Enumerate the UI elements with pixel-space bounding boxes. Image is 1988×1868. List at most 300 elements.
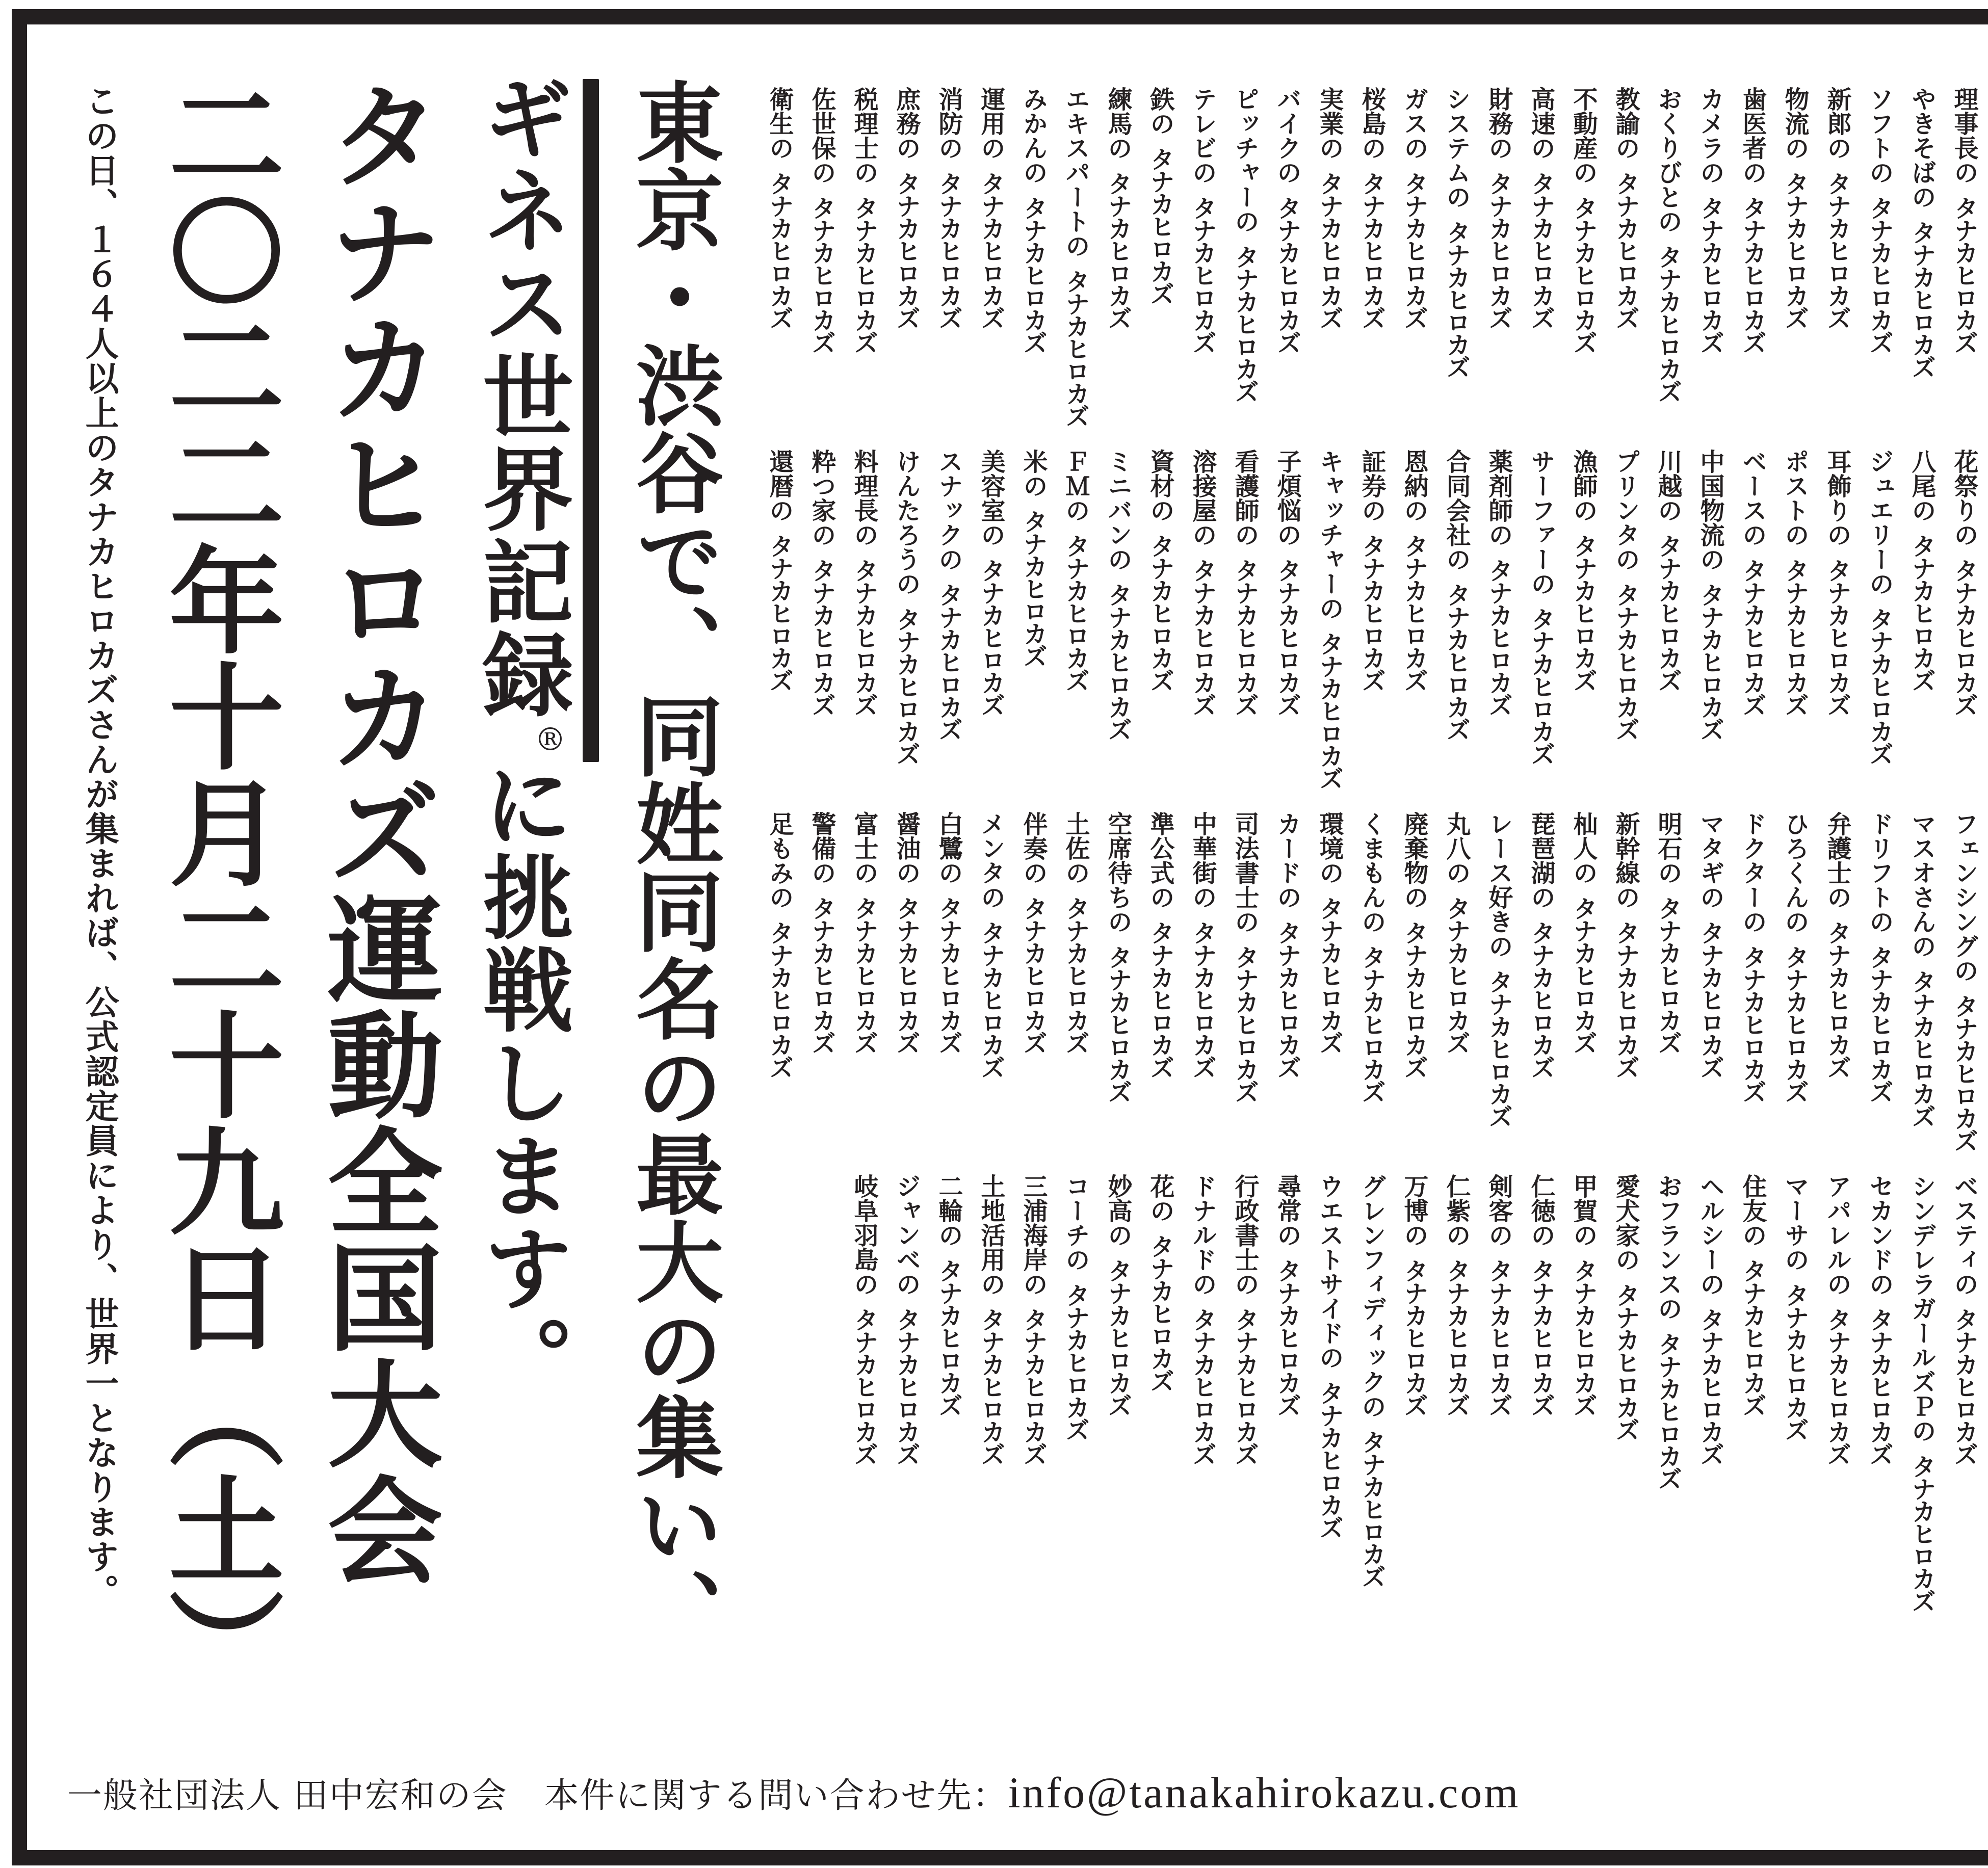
name-entry: [1393, 449, 1435, 788]
name-surname: タナカヒロカズ: [1823, 558, 1851, 715]
name-entry: [1943, 87, 1985, 426]
name-entry: [1266, 1174, 1308, 1611]
name-surname: タナカヒロカズ: [1484, 171, 1513, 328]
name-prefix: 妙高の: [1104, 1174, 1132, 1247]
name-surname: タナカヒロカズ: [1950, 558, 1978, 715]
name-surname: タナカヒロカズ: [1146, 534, 1174, 691]
name-entry: [800, 87, 843, 426]
name-entry: [1181, 87, 1223, 426]
name-prefix: カメラの: [1696, 87, 1724, 185]
name-entry: [1012, 1174, 1054, 1611]
name-surname: タナカヒロカズ: [1231, 945, 1259, 1102]
name-surname: タナカヒロカズ: [1484, 1258, 1513, 1415]
name-prefix: サーファーの: [1527, 449, 1555, 596]
name-prefix: 新郎の: [1823, 87, 1851, 160]
name-prefix: 富士の: [850, 811, 878, 885]
name-entry: [1181, 449, 1223, 788]
name-prefix: ベスティの: [1950, 1174, 1978, 1296]
name-entry: [1731, 1174, 1773, 1611]
name-entry: [1858, 87, 1900, 426]
name-entry: [758, 87, 800, 426]
name-surname: タナカヒロカズ: [1400, 1258, 1428, 1415]
name-surname: タナカヒロカズ: [1569, 896, 1598, 1053]
name-prefix: 中国物流の: [1696, 449, 1724, 571]
name-prefix: 溶接屋の: [1188, 449, 1217, 547]
name-prefix: 準公式の: [1146, 811, 1174, 909]
name-entry: [1223, 1174, 1266, 1611]
name-prefix: 行政書士の: [1231, 1174, 1259, 1296]
name-prefix: 剣客の: [1484, 1174, 1513, 1247]
name-entry: [843, 811, 885, 1151]
name-entry: [885, 1174, 927, 1611]
name-entry: [1900, 1174, 1943, 1611]
name-prefix: 琵琶湖の: [1527, 811, 1555, 909]
record-note: この日、１６４人以上のタナカヒロカズさんが集まれば、公式認定員により、世界一となります。: [80, 84, 119, 1609]
name-prefix: おくりびとの: [1654, 87, 1682, 233]
name-surname: タナカヒロカズ: [1273, 1258, 1301, 1415]
challenge-text: に挑戦します。: [467, 758, 574, 1407]
name-prefix: 薬剤師の: [1484, 449, 1513, 547]
name-entry: [1900, 811, 1943, 1151]
name-prefix: 白鷺の: [934, 811, 963, 885]
name-entry: [1773, 1174, 1816, 1611]
name-prefix: 仁紫の: [1442, 1174, 1471, 1247]
name-surname: タナカヒロカズ: [1484, 969, 1513, 1126]
name-prefix: 米の: [1019, 449, 1048, 498]
name-prefix: ベースの: [1738, 449, 1767, 547]
name-prefix: やきそばの: [1907, 87, 1936, 209]
name-prefix: エキスパートの: [1061, 87, 1090, 258]
name-surname: タナカヒロカズ: [1019, 1307, 1048, 1464]
name-entry: [1054, 811, 1096, 1151]
name-surname: タナカヒロカズ: [977, 1307, 1005, 1464]
name-prefix: ポストの: [1781, 449, 1809, 547]
name-surname: タナカヒロカズ: [1315, 632, 1344, 788]
name-prefix: 物流の: [1781, 87, 1809, 160]
name-entry: [927, 87, 970, 426]
name-surname: タナカヒロカズ: [1781, 171, 1809, 328]
name-entry: [1223, 811, 1266, 1151]
name-surname: タナカヒロカズ: [1654, 245, 1682, 402]
name-prefix: 二輪の: [934, 1174, 963, 1247]
name-prefix: セカンドの: [1865, 1174, 1894, 1296]
name-entry: [1604, 1174, 1646, 1611]
name-prefix: 理事長の: [1950, 87, 1978, 185]
name-entry: [1308, 87, 1350, 426]
name-prefix: 花の: [1146, 1174, 1174, 1223]
name-entry: [1181, 811, 1223, 1151]
name-entry: [1646, 87, 1689, 426]
name-entry: [1689, 811, 1731, 1151]
name-prefix: ピッチャーの: [1231, 87, 1259, 233]
headline-guinness-line: [467, 71, 574, 1407]
name-prefix: テレビの: [1188, 87, 1217, 185]
name-surname: タナカヒロカズ: [765, 920, 794, 1077]
name-entry: [1604, 449, 1646, 788]
name-surname: タナカヒロカズ: [1104, 171, 1132, 328]
name-surname: タナカヒロカズ: [1315, 896, 1344, 1053]
name-surname: タナカヒロカズ: [1484, 558, 1513, 715]
name-entry: [800, 811, 843, 1151]
name-surname: タナカヒロカズ: [1527, 607, 1555, 764]
name-surname: タナカヒロカズ: [892, 896, 921, 1053]
name-prefix: 美容室の: [977, 449, 1005, 547]
name-prefix: 明石の: [1654, 811, 1682, 885]
name-surname: タナカヒロカズ: [892, 171, 921, 328]
name-surname: タナカヒロカズ: [1950, 994, 1978, 1151]
name-surname: タナカヒロカズ: [1104, 583, 1132, 740]
name-surname: タナカヒロカズ: [934, 1258, 963, 1415]
name-entry: [1858, 811, 1900, 1151]
name-entry: [1096, 449, 1139, 788]
headline-location-line: 東京・渋谷で、同姓同名の最大の集い、: [621, 77, 725, 1655]
name-prefix: ドナルドの: [1188, 1174, 1217, 1296]
name-surname: タナカヒロカズ: [1781, 945, 1809, 1102]
name-surname: タナカヒロカズ: [1400, 534, 1428, 691]
name-surname: タナカヒロカズ: [1273, 196, 1301, 353]
name-entry: [1604, 811, 1646, 1151]
name-entry: [1773, 811, 1816, 1151]
name-entry: [1943, 449, 1985, 788]
name-surname: タナカヒロカズ: [1357, 1430, 1386, 1587]
name-entry: [927, 811, 970, 1151]
name-surname: タナカヒロカズ: [1273, 920, 1301, 1077]
name-entry: [1477, 1174, 1520, 1611]
name-entry: [1308, 1174, 1350, 1611]
name-prefix: 練馬の: [1104, 87, 1132, 160]
name-entry: [1816, 449, 1858, 788]
name-entry: [1393, 1174, 1435, 1611]
name-prefix: ヘルシーの: [1696, 1174, 1724, 1296]
name-entry: [1646, 449, 1689, 788]
name-surname: タナカヒロカズ: [1950, 196, 1978, 353]
name-entry: [1562, 87, 1604, 426]
name-surname: タナカヒロカズ: [1231, 245, 1259, 402]
name-prefix: レース好きの: [1484, 811, 1513, 958]
name-prefix: 万博の: [1400, 1174, 1428, 1247]
name-prefix: 足もみの: [765, 811, 794, 909]
name-entry: [970, 811, 1012, 1151]
name-surname: タナカヒロカズ: [1315, 1381, 1344, 1538]
name-entry: [1477, 87, 1520, 426]
name-surname: タナカヒロカズ: [1611, 171, 1640, 328]
name-entry: [1520, 449, 1562, 788]
name-prefix: グレンフィディックの: [1357, 1174, 1386, 1418]
name-entry: [885, 811, 927, 1151]
name-entry: [1646, 1174, 1689, 1611]
name-entry: [1393, 87, 1435, 426]
name-surname: タナカヒロカズ: [1823, 171, 1851, 328]
name-surname: タナカヒロカズ: [1146, 1234, 1174, 1391]
name-surname: タナカヒロカズ: [1738, 558, 1767, 715]
name-surname: タナカヒロカズ: [765, 534, 794, 691]
name-prefix: ＦＭの: [1061, 449, 1090, 522]
name-prefix: 運用の: [977, 87, 1005, 160]
name-entry: [1139, 811, 1181, 1151]
name-prefix: 愛犬家の: [1611, 1174, 1640, 1272]
name-entry: [970, 87, 1012, 426]
name-surname: タナカヒロカズ: [1188, 1307, 1217, 1464]
name-prefix: 空席待ちの: [1104, 811, 1132, 934]
name-entry: [970, 449, 1012, 788]
name-entry: [800, 449, 843, 788]
name-prefix: 財務の: [1484, 87, 1513, 160]
registered-mark-icon: ®: [532, 721, 569, 758]
name-prefix: キャッチャーの: [1315, 449, 1344, 620]
name-list-block-4: [843, 1174, 1985, 1611]
name-prefix: 衛生の: [765, 87, 794, 160]
name-prefix: 合同会社の: [1442, 449, 1471, 571]
name-surname: タナカヒロカズ: [892, 1307, 921, 1464]
name-entry: [1139, 87, 1181, 426]
name-prefix: フェンシングの: [1950, 811, 1978, 983]
name-surname: タナカヒロカズ: [977, 171, 1005, 328]
name-surname: タナカヒロカズ: [892, 607, 921, 764]
name-surname: タナカヒロカズ: [1357, 945, 1386, 1102]
name-prefix: 丸八の: [1442, 811, 1471, 885]
name-entry: [1308, 449, 1350, 788]
name-prefix: ドクターの: [1738, 811, 1767, 934]
name-surname: タナカヒロカズ: [1527, 1258, 1555, 1415]
name-entry: [1435, 1174, 1477, 1611]
name-surname: タナカヒロカズ: [1823, 920, 1851, 1077]
name-prefix: 住友の: [1738, 1174, 1767, 1247]
name-prefix: マタギの: [1696, 811, 1724, 909]
name-prefix: ジャンベの: [892, 1174, 921, 1296]
name-surname: タナカヒロカズ: [850, 1307, 878, 1464]
name-entry: [1858, 1174, 1900, 1611]
name-surname: タナカヒロカズ: [1400, 171, 1428, 328]
name-prefix: 桜島の: [1357, 87, 1386, 160]
name-surname: タナカヒロカズ: [1442, 1258, 1471, 1415]
name-entry: [758, 449, 800, 788]
name-prefix: けんたろうの: [892, 449, 921, 596]
name-entry: [1308, 811, 1350, 1151]
name-entry: [1520, 1174, 1562, 1611]
name-prefix: マスオさんの: [1907, 811, 1936, 958]
name-prefix: 資材の: [1146, 449, 1174, 522]
name-surname: タナカヒロカズ: [1442, 583, 1471, 740]
name-entry: [1900, 87, 1943, 426]
name-surname: タナカヒロカズ: [977, 558, 1005, 715]
name-surname: タナカヒロカズ: [807, 558, 836, 715]
name-entry: [1012, 87, 1054, 426]
footer-organization: 一般社団法人 田中宏和の会: [67, 1776, 508, 1816]
name-prefix: コーチの: [1061, 1174, 1090, 1272]
name-surname: タナカヒロカズ: [807, 896, 836, 1053]
name-surname: タナカヒロカズ: [1696, 196, 1724, 353]
name-entry: [1689, 449, 1731, 788]
name-prefix: 高速の: [1527, 87, 1555, 160]
name-prefix: アパレルの: [1823, 1174, 1851, 1296]
name-entry: [1520, 811, 1562, 1151]
name-surname: タナカヒロカズ: [1527, 920, 1555, 1077]
name-prefix: シンデレラガールズＰの: [1907, 1174, 1936, 1443]
footer-contact-label: 本件に関する問い合わせ先：: [544, 1776, 1008, 1816]
name-surname: タナカヒロカズ: [1061, 534, 1090, 691]
name-surname: タナカヒロカズ: [1527, 171, 1555, 328]
name-prefix: 尋常の: [1273, 1174, 1301, 1247]
name-prefix: 税理士の: [850, 87, 878, 185]
name-prefix: くまもんの: [1357, 811, 1386, 934]
name-entry: [1520, 87, 1562, 426]
name-surname: タナカヒロカズ: [1357, 171, 1386, 328]
name-entry: [1435, 449, 1477, 788]
name-surname: タナカヒロカズ: [1865, 945, 1894, 1102]
name-entry: [1096, 811, 1139, 1151]
name-surname: タナカヒロカズ: [1188, 920, 1217, 1077]
name-surname: タナカヒロカズ: [850, 558, 878, 715]
name-surname: タナカヒロカズ: [1738, 196, 1767, 353]
name-prefix: 環境の: [1315, 811, 1344, 885]
name-prefix: マーサの: [1781, 1174, 1809, 1272]
name-surname: タナカヒロカズ: [1231, 558, 1259, 715]
name-entry: [1393, 811, 1435, 1151]
name-surname: タナカヒロカズ: [1019, 509, 1048, 666]
name-entry: [1223, 449, 1266, 788]
name-entry: [1054, 87, 1096, 426]
name-surname: タナカヒロカズ: [1738, 945, 1767, 1102]
name-entry: [885, 449, 927, 788]
name-surname: タナカヒロカズ: [934, 171, 963, 328]
name-entry: [927, 449, 970, 788]
name-entry: [927, 1174, 970, 1611]
name-prefix: スナックの: [934, 449, 963, 571]
name-prefix: ウエストサイドの: [1315, 1174, 1344, 1370]
name-prefix: ガスの: [1400, 87, 1428, 160]
name-surname: タナカヒロカズ: [1442, 896, 1471, 1053]
name-prefix: 鉄の: [1146, 87, 1174, 136]
name-prefix: メンタの: [977, 811, 1005, 909]
name-entry: [1689, 1174, 1731, 1611]
name-surname: タナカヒロカズ: [1231, 1307, 1259, 1464]
name-surname: タナカヒロカズ: [1696, 583, 1724, 740]
emphasis-sideline-bar: [583, 79, 599, 762]
name-prefix: プリンタの: [1611, 449, 1640, 571]
name-prefix: 土地活用の: [977, 1174, 1005, 1296]
name-entry: [1266, 449, 1308, 788]
name-surname: タナカヒロカズ: [765, 171, 794, 328]
name-surname: タナカヒロカズ: [1442, 220, 1471, 377]
name-surname: タナカヒロカズ: [1865, 196, 1894, 353]
name-surname: タナカヒロカズ: [1696, 920, 1724, 1077]
name-entry: [1054, 1174, 1096, 1611]
name-entry: [1181, 1174, 1223, 1611]
name-prefix: ジュエリーの: [1865, 449, 1894, 596]
name-prefix: 子煩悩の: [1273, 449, 1301, 547]
event-name: タナカヒロカズ運動全国大会: [308, 76, 443, 1587]
name-prefix: 恩納の: [1400, 449, 1428, 522]
name-entry: [1689, 87, 1731, 426]
name-surname: タナカヒロカズ: [807, 196, 836, 353]
name-prefix: 証券の: [1357, 449, 1386, 522]
name-surname: タナカヒロカズ: [850, 896, 878, 1053]
name-entry: [1773, 87, 1816, 426]
name-surname: タナカヒロカズ: [1019, 196, 1048, 353]
name-prefix: 教諭の: [1611, 87, 1640, 160]
name-prefix: 司法書士の: [1231, 811, 1259, 934]
name-prefix: 不動産の: [1569, 87, 1598, 185]
name-list-block-3: [758, 811, 1985, 1151]
name-surname: タナカヒロカズ: [1654, 1332, 1682, 1489]
name-surname: タナカヒロカズ: [934, 896, 963, 1053]
name-surname: タナカヒロカズ: [1569, 1258, 1598, 1415]
name-surname: タナカヒロカズ: [1104, 945, 1132, 1102]
name-prefix: おフランスの: [1654, 1174, 1682, 1321]
name-entry: [1943, 1174, 1985, 1611]
name-entry: [1900, 449, 1943, 788]
name-entry: [1816, 1174, 1858, 1611]
name-prefix: 佐世保の: [807, 87, 836, 185]
name-entry: [1096, 87, 1139, 426]
name-prefix: 耳飾りの: [1823, 449, 1851, 547]
name-surname: タナカヒロカズ: [1781, 1283, 1809, 1440]
name-surname: タナカヒロカズ: [1357, 534, 1386, 691]
name-list-block-2: [758, 449, 1985, 788]
name-surname: タナカヒロカズ: [1696, 1307, 1724, 1464]
name-entry: [1350, 449, 1393, 788]
name-prefix: 歯医者の: [1738, 87, 1767, 185]
name-entry: [843, 1174, 885, 1611]
name-surname: タナカヒロカズ: [1654, 896, 1682, 1053]
name-surname: タナカヒロカズ: [1865, 607, 1894, 764]
name-entry: [1731, 811, 1773, 1151]
name-entry: [970, 1174, 1012, 1611]
name-surname: タナカヒロカズ: [1104, 1258, 1132, 1415]
name-entry: [1435, 811, 1477, 1151]
name-surname: タナカヒロカズ: [1611, 583, 1640, 740]
name-entry: [843, 87, 885, 426]
name-prefix: 土佐の: [1061, 811, 1090, 885]
name-surname: タナカヒロカズ: [1400, 920, 1428, 1077]
name-surname: タナカヒロカズ: [1061, 1283, 1090, 1440]
name-prefix: 還暦の: [765, 449, 794, 522]
name-prefix: 新幹線の: [1611, 811, 1640, 909]
name-surname: タナカヒロカズ: [1569, 196, 1598, 353]
name-prefix: 伴奏の: [1019, 811, 1048, 885]
name-surname: タナカヒロカズ: [1611, 1283, 1640, 1440]
name-entry: [1731, 87, 1773, 426]
name-prefix: 中華街の: [1188, 811, 1217, 909]
name-entry: [1350, 1174, 1393, 1611]
name-entry: [843, 449, 885, 788]
name-prefix: ミニバンの: [1104, 449, 1132, 571]
event-date: 二〇二二年十月二十九日（土）: [149, 76, 284, 1703]
name-entry: [1266, 811, 1308, 1151]
name-surname: タナカヒロカズ: [1146, 920, 1174, 1077]
name-entry: [1562, 449, 1604, 788]
name-surname: タナカヒロカズ: [1315, 171, 1344, 328]
name-prefix: 甲賀の: [1569, 1174, 1598, 1247]
name-prefix: 漁師の: [1569, 449, 1598, 522]
name-entry: [1139, 1174, 1181, 1611]
name-entry: [1731, 449, 1773, 788]
name-entry: [1773, 449, 1816, 788]
name-prefix: バイクの: [1273, 87, 1301, 185]
name-list-block-1: [758, 87, 1985, 426]
name-prefix: みかんの: [1019, 87, 1048, 185]
name-surname: タナカヒロカズ: [1019, 896, 1048, 1053]
name-surname: タナカヒロカズ: [1654, 534, 1682, 691]
name-entry: [1350, 87, 1393, 426]
name-prefix: 三浦海岸の: [1019, 1174, 1048, 1296]
name-surname: タナカヒロカズ: [1146, 147, 1174, 304]
name-prefix: 花祭りの: [1950, 449, 1978, 547]
name-entry: [1943, 811, 1985, 1151]
name-entry: [1266, 87, 1308, 426]
name-entry: [1816, 811, 1858, 1151]
name-entry: [1604, 87, 1646, 426]
